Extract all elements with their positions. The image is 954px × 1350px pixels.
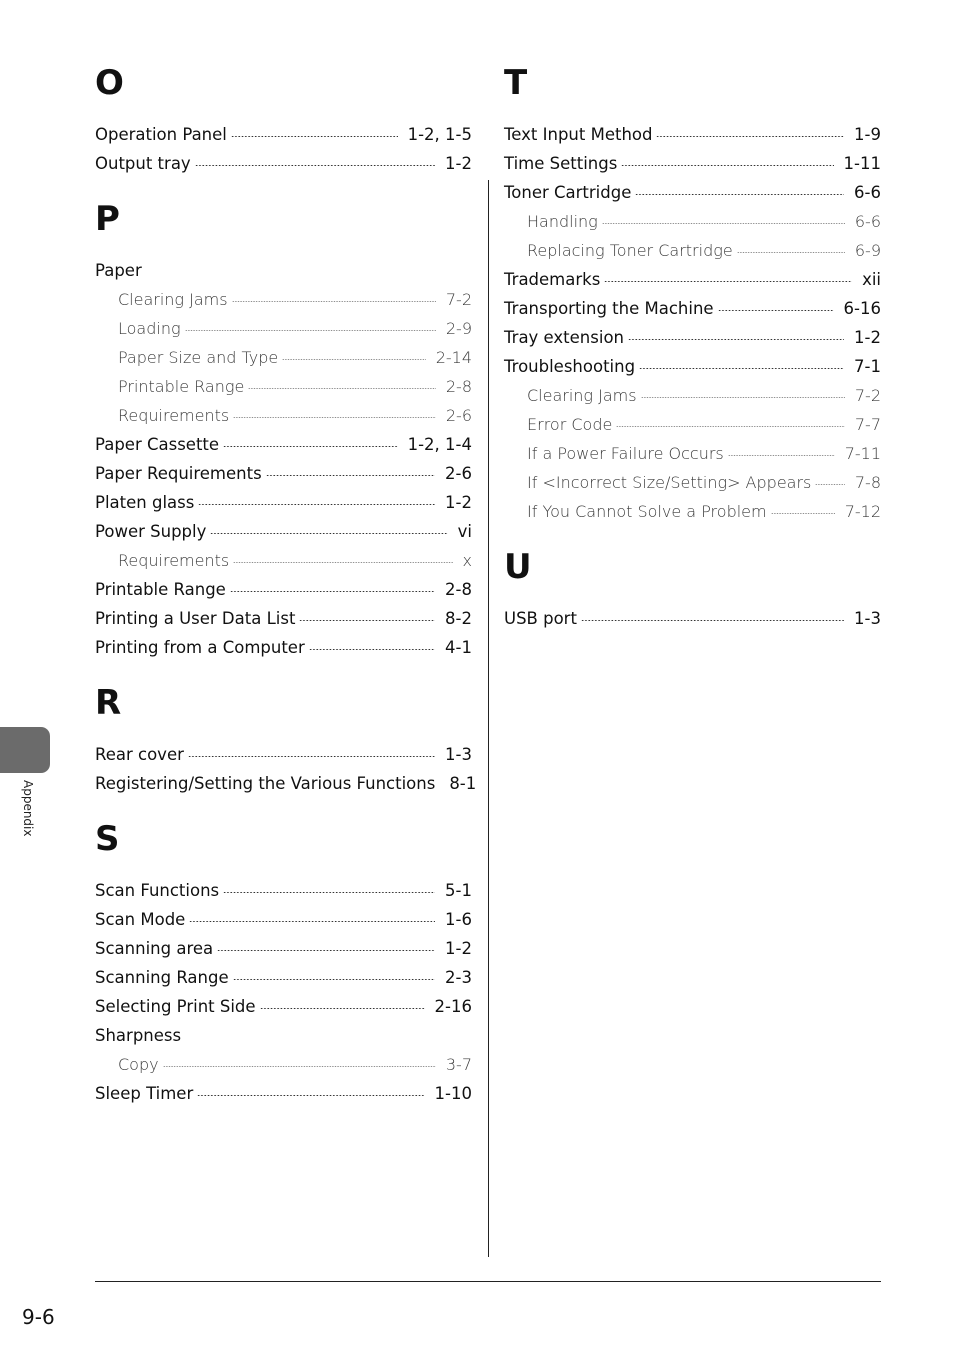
index-subentry[interactable] [504,236,881,265]
dot-leader [656,136,844,137]
entry-label: Text Input Method [504,125,653,144]
dot-leader [641,397,845,398]
dot-leader [282,359,425,360]
entry-label: Tray extension [504,328,624,347]
index-subentry[interactable] [504,381,881,410]
index-entry[interactable] [95,459,472,488]
section-letter: T [504,63,528,103]
dot-leader [223,446,398,447]
index-entry[interactable] [95,149,472,178]
entry-label: Error Code [527,415,613,434]
entry-label: Selecting Print Side [95,997,256,1016]
dot-leader [210,533,447,534]
entry-label: Time Settings [504,154,618,173]
index-entry[interactable] [95,1021,472,1050]
entry-label: Clearing Jams [118,290,228,309]
index-subentry[interactable] [95,314,472,343]
chapter-tab-marker [0,727,50,773]
entry-label: Requirements [118,406,230,425]
index-section [95,814,472,1108]
entry-page-ref: 2-6 [445,464,472,483]
index-section [95,194,472,662]
dot-leader [197,1095,424,1096]
entry-label: Handling [527,212,598,231]
entry-label: Printing a User Data List [95,609,296,628]
entry-label: Trademarks [504,270,601,289]
entry-page-ref: 1-2 [854,328,881,347]
entry-label: USB port [504,609,577,628]
chapter-tab-label: Appendix [21,780,35,837]
index-subentry[interactable] [504,439,881,468]
dot-leader [230,591,435,592]
index-subentry[interactable] [504,410,881,439]
entry-page-ref: 1-2, 1-4 [407,435,472,454]
entry-page-ref: 7-1 [854,357,881,376]
dot-leader [233,562,452,563]
index-entry[interactable] [504,604,881,633]
entry-label: Paper [95,261,142,280]
index-entry[interactable] [95,876,472,905]
entry-page-ref: 7-8 [854,473,881,492]
index-entry[interactable] [95,575,472,604]
index-section [504,542,881,633]
entry-label: Transporting the Machine [504,299,714,318]
entry-label: Sharpness [95,1026,182,1045]
entry-page-ref: 1-2 [445,939,472,958]
entry-page-ref: 1-6 [445,910,472,929]
dot-leader [616,426,845,427]
entry-page-ref: 1-9 [854,125,881,144]
dot-leader [299,620,435,621]
entry-page-ref: 1-3 [445,745,472,764]
entry-page-ref: 7-11 [844,444,881,463]
index-column-left [95,58,477,1124]
index-entry[interactable] [504,294,881,323]
entry-label: Clearing Jams [527,386,637,405]
index-entry[interactable] [95,120,472,149]
entry-page-ref: 7-2 [445,290,472,309]
dot-leader [771,513,835,514]
section-letter: O [95,63,124,103]
index-entry[interactable] [95,604,472,633]
entry-page-ref: 1-2 [445,154,472,173]
dot-leader [195,165,435,166]
entry-label: Sleep Timer [95,1084,194,1103]
entry-page-ref: 2-16 [434,997,472,1016]
dot-leader [718,310,834,311]
entry-page-ref: 1-11 [843,154,881,173]
dot-leader [728,455,835,456]
dot-leader [163,1066,436,1067]
entry-label: Platen glass [95,493,195,512]
section-letter: P [95,199,120,239]
dot-leader [188,756,435,757]
entry-label: Output tray [95,154,191,173]
index-subentry[interactable] [504,497,881,526]
index-entry[interactable] [95,1079,472,1108]
dot-leader [815,484,844,485]
entry-label: Operation Panel [95,125,227,144]
index-entry[interactable] [95,740,472,769]
entry-label: Loading [118,319,181,338]
index-entry[interactable] [95,963,472,992]
dot-leader [639,368,844,369]
dot-leader [635,194,844,195]
entry-page-ref: 1-2 [445,493,472,512]
column-divider [488,180,489,1257]
dot-leader [737,252,845,253]
index-entry[interactable] [504,120,881,149]
index-entry[interactable] [95,488,472,517]
entry-label: Copy [118,1055,159,1074]
entry-page-ref: 6-16 [843,299,881,318]
index-entry[interactable] [95,517,472,546]
dot-leader [233,417,436,418]
entry-page-ref: 5-1 [445,881,472,900]
dot-leader [223,892,435,893]
entry-label: Scan Mode [95,910,186,929]
index-entry[interactable] [504,178,881,207]
entry-page-ref: 2-3 [445,968,472,987]
index-entry[interactable] [504,149,881,178]
dot-leader [233,979,435,980]
index-subentry[interactable] [95,285,472,314]
entry-label: Printable Range [95,580,226,599]
index-entry[interactable] [504,265,881,294]
entry-label: Scanning Range [95,968,229,987]
entry-label: If a Power Failure Occurs [527,444,724,463]
index-subentry[interactable] [95,372,472,401]
index-entry[interactable] [95,633,472,662]
dot-leader [581,620,844,621]
entry-page-ref: 8-1 [449,774,477,793]
dot-leader [232,301,436,302]
entry-page-ref: 2-6 [445,406,472,425]
entry-label: Paper Cassette [95,435,220,454]
entry-label: Scanning area [95,939,214,958]
index-entry[interactable] [95,905,472,934]
entry-label: Printing from a Computer [95,638,305,657]
entry-page-ref: 6-9 [854,241,881,260]
section-letter: R [95,683,122,723]
entry-page-ref: 1-2, 1-5 [407,125,472,144]
dot-leader [231,136,398,137]
entry-label: Printable Range [118,377,245,396]
index-section [95,678,477,798]
entry-label: Replacing Toner Cartridge [527,241,733,260]
entry-label: Power Supply [95,522,207,541]
dot-leader [628,339,844,340]
dot-leader [266,475,435,476]
index-subentry[interactable] [504,207,881,236]
entry-page-ref: 2-8 [445,580,472,599]
entry-page-ref: 7-2 [854,386,881,405]
dot-leader [248,388,436,389]
index-entry[interactable] [95,256,472,285]
entry-page-ref: x [462,551,472,570]
entry-page-ref: 4-1 [445,638,472,657]
dot-leader [198,504,435,505]
index-entry[interactable] [95,934,472,963]
dot-leader [621,165,833,166]
dot-leader [185,330,436,331]
entry-label: Paper Size and Type [118,348,279,367]
dot-leader [604,281,852,282]
entry-page-ref: 1-10 [434,1084,472,1103]
entry-label: Rear cover [95,745,184,764]
dot-leader [217,950,435,951]
entry-page-ref: 8-2 [445,609,472,628]
footer-rule [95,1281,881,1282]
entry-label: Registering/Setting the Various Functions [95,774,436,793]
entry-label: Paper Requirements [95,464,262,483]
entry-page-ref: 3-7 [445,1055,472,1074]
entry-label: Toner Cartridge [504,183,632,202]
index-section [95,58,472,178]
entry-page-ref: 7-12 [844,502,881,521]
dot-leader [260,1008,425,1009]
entry-page-ref: vi [457,522,472,541]
index-entry[interactable] [95,992,472,1021]
entry-label: Requirements [118,551,230,570]
index-subentry[interactable] [95,1050,472,1079]
entry-label: Scan Functions [95,881,220,900]
dot-leader [602,223,845,224]
entry-page-ref: 7-7 [854,415,881,434]
index-entry[interactable] [95,769,477,798]
entry-page-ref: 2-14 [435,348,472,367]
entry-label: If <Incorrect Size/Setting> Appears [527,473,812,492]
entry-label: If You Cannot Solve a Problem [527,502,767,521]
entry-page-ref: 1-3 [854,609,881,628]
index-entry[interactable] [504,323,881,352]
entry-page-ref: 6-6 [854,212,881,231]
index-subentry[interactable] [95,401,472,430]
page-number: 9-6 [22,1305,55,1329]
index-entry[interactable] [95,430,472,459]
index-subentry[interactable] [504,468,881,497]
entry-label: Troubleshooting [504,357,636,376]
entry-page-ref: xii [862,270,881,289]
section-letter: S [95,819,120,859]
entry-page-ref: 2-8 [445,377,472,396]
index-entry[interactable] [504,352,881,381]
dot-leader [309,649,435,650]
section-letter: U [504,547,532,587]
index-subentry[interactable] [95,343,472,372]
dot-leader [189,921,435,922]
index-column-right [504,58,881,649]
entry-page-ref: 2-9 [445,319,472,338]
index-subentry[interactable] [95,546,472,575]
index-section [504,58,881,526]
entry-page-ref: 6-6 [854,183,881,202]
